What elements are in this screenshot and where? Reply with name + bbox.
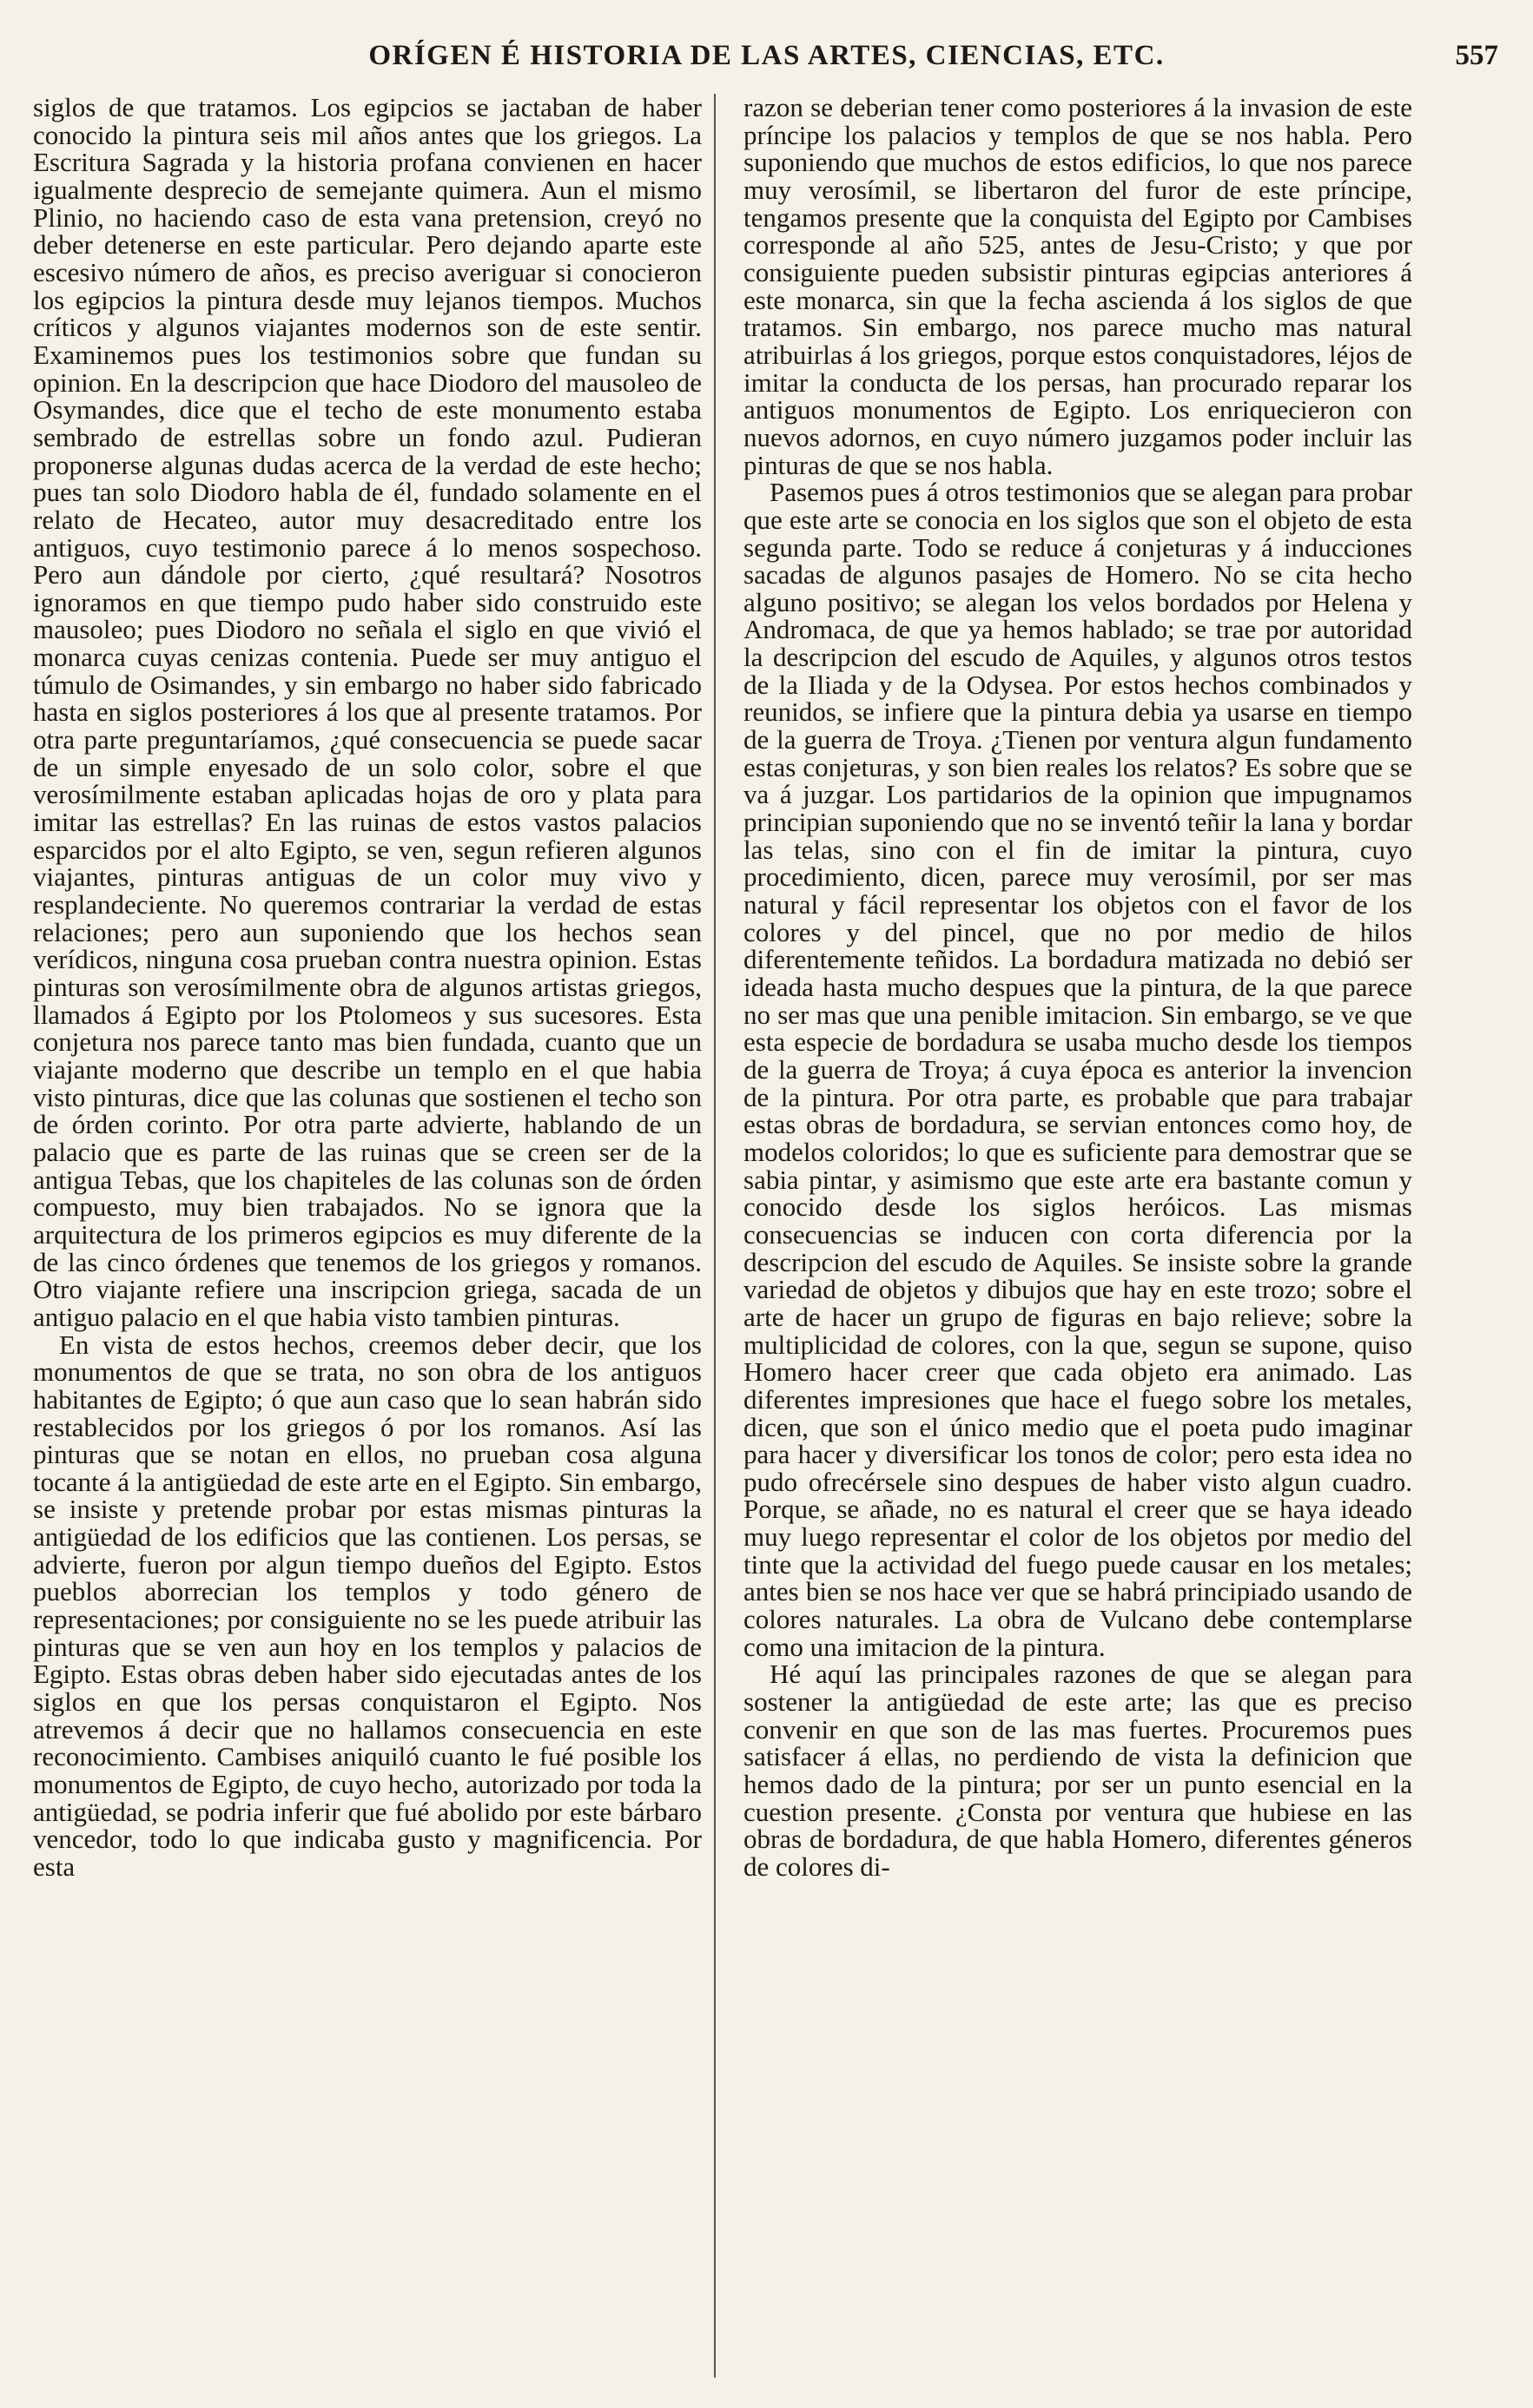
page-header [35,40,1498,92]
page-number: 557 [1455,40,1498,71]
column-divider [714,94,716,2378]
paragraph: En vista de estos hechos, creemos deber decir, que los monumentos de que se trata, no son obra de los antiguos habitantes de Egipto; ó que aun caso que lo sean habrán sido restablecidos por los griegos ó por los romanos. Así las pinturas que se notan en ellos, no prueban cosa alguna tocante á la antigüedad de este arte en el Egipto. Sin embargo, se insiste y pretende probar por estas mismas pinturas la antigüedad de los edificios que las contienen. Los persas, se advierte, fueron por algun tiempo dueños del Egipto. Estos pueblos aborrecian los templos y todo género de representaciones; por consiguiente no se les puede atribuir las pinturas que se ven aun hoy en los templos y palacios de Egipto. Estas obras deben haber sido ejecutadas antes de los siglos en que los persas conquistaron el Egipto. Nos atrevemos á decir que no hallamos consecuencia en este reconocimiento. Cambises aniquiló cuanto le fué posible los monumentos de Egipto, de cuyo hecho, autorizado por toda la antigüedad, se podria inferir que fué abolido por este bárbaro vencedor, todo lo que indicaba gusto y magnificencia. Por esta [33,1329,702,1882]
paragraph: siglos de que tratamos. Los egipcios se jactaban de haber conocido la pintura seis mil años antes que los griegos. La Escritura Sagrada y la historia profana convienen en hacer igualmente desprecio de semejante quimera. Aun el mismo Plinio, no haciendo caso de esta vana pretension, creyó no deber detenerse en este particular. Pero dejando aparte este escesivo número de años, es preciso averiguar si conocieron los egipcios la pintura desde muy lejanos tiempos. Muchos críticos y algunos viajantes modernos son de este sentir. Examinemos pues los testimonios sobre que fundan su opinion. En la descripcion que hace Diodoro del mausoleo de Osymandes, dice que el techo de este monumento estaba sembrado de estrellas sobre un fondo azul. Pudieran proponerse algunas dudas acerca de la verdad de este hecho; pues tan solo Diodoro habla de él, fundado solamente en el relato de Hecateo, autor muy desacreditado entre los antiguos, cuyo testimonio parece á lo menos sospechoso. Pero aun dándole por cierto, ¿qué resultará? Nosotros ignoramos en que tiempo pudo haber sido construido este mausoleo; pues Diodoro no señala el siglo en que vivió el monarca cuyas cenizas contenia. Puede ser muy antiguo el túmulo de Osimandes, y sin embargo no haber sido fabricado hasta en siglos posteriores á los que al presente tratamos. Por otra parte preguntaríamos, ¿qué consecuencia se puede sacar de un simple enyesado de un solo color, sobre el que verosímilmente estaban aplicadas hojas de oro y plata para imitar las estrellas? En las ruinas de estos vastos palacios esparcidos por el alto Egipto, se ven, segun refieren algunos viajantes, pinturas antiguas de un color muy vivo y resplandeciente. No queremos contrariar la verdad de estas relaciones; pero aun suponiendo que los hechos sean verídicos, ninguna cosa prueban contra nuestra opinion. Estas pinturas son verosímilmente obra de algunos artistas griegos, llamados á Egipto por los Ptolomeos y sus sucesores. Esta conjetura nos parece tanto mas bien fundada, cuanto que un viajante moderno que describe un templo en el que habia visto pinturas, dice que las colunas que sostienen el techo son de órden corinto. Por otra parte advierte, hablando de un palacio que es parte de las ruinas que se creen ser de la antigua Tebas, que los chapiteles de las colunas son de órden compuesto, muy bien trabajados. No se ignora que la arquitectura de los primeros egipcios es muy diferente de la de las cinco órdenes que tenemos de los griegos y romanos. Otro viajante refiere una inscripcion griega, sacada de un antiguo palacio en el que habia visto tambien pinturas. [33,94,702,1332]
left-column [33,94,702,2378]
paragraph: Pasemos pues á otros testimonios que se alegan para probar que este arte se conocia en los siglos que son el objeto de esta segunda parte. Todo se reduce á conjeturas y á inducciones sacadas de algunos pasajes de Homero. No se cita hecho alguno positivo; se alegan los velos bordados por Helena y Andromaca, de que ya hemos hablado; se trae por autoridad la descripcion del escudo de Aquiles, y algunos otros testos de la Iliada y de la Odysea. Por estos hechos combinados y reunidos, se infiere que la pintura debia ya usarse en tiempo de la guerra de Troya. ¿Tienen por ventura algun fundamento estas conjeturas, y son bien reales los relatos? Es sobre que se va á juzgar. Los partidarios de la opinion que impugnamos principian suponiendo que no se inventó teñir la lana y bordar las telas, sino con el fin de imitar la pintura, cuyo procedimiento, dicen, parece muy verosímil, por ser mas natural y fácil representar los objetos con el favor de los colores y del pincel, que no por medio de hilos diferentemente teñidos. La bordadura matizada no debió ser ideada hasta mucho despues que la pintura, de la que parece no ser mas que una penible imitacion. Sin embargo, se ve que esta especie de bordadura se usaba mucho desde los tiempos de la guerra de Troya; á cuya época es anterior la invencion de la pintura. Por otra parte, es probable que para trabajar estas obras de bordadura, se servian entonces como hoy, de modelos coloridos; lo que es suficiente para demostrar que se sabia pintar, y asimismo que este arte era bastante comun y conocido desde los siglos heróicos. Las mismas consecuencias se inducen con corta diferencia por la descripcion del escudo de Aquiles. Se insiste sobre la grande variedad de objetos y dibujos que hay en este trozo; sobre el arte de hacer un grupo de figuras en bajo relieve; sobre la multiplicidad de colores, con la que, segun se supone, quiso Homero hacer creer que cada objeto era animado. Las diferentes impresiones que hace el fuego sobre los metales, dicen, que son el único medio que el poeta pudo imaginar para hacer y diversificar los tonos de color; pero esta idea no pudo ofrecérsele sino despues de haber visto algun cuadro. Porque, se añade, no es natural el creer que se haya ideado muy luego representar el color de los objetos por medio del tinte que la actividad del fuego puede causar en los metales; antes bien se nos hace ver que se habrá principiado usando de colores naturales. La obra de Vulcano debe contemplarse como una imitacion de la pintura. [743,477,1412,1662]
paragraph: Hé aquí las principales razones de que se alegan para sostener la antigüedad de este arte; las que es preciso convenir en que son de las mas fuertes. Procuremos pues satisfacer á ellas, no perdiendo de vista la definicion que hemos dado de la pintura; por ser un punto esencial en la cuestion presente. ¿Consta por ventura que hubiese en las obras de bordadura, de que habla Homero, diferentes géneros de colores di- [743,1659,1412,1882]
paragraph: razon se deberian tener como posteriores á la invasion de este príncipe los palacios y templos de que se nos habla. Pero suponiendo que muchos de estos edificios, lo que nos parece muy verosímil, se libertaron del furor de este príncipe, tengamos presente que la conquista del Egipto por Cambises corresponde al año 525, antes de Jesu-Cristo; y que por consiguiente pueden subsistir pinturas egipcias anteriores á este monarca, sin que la fecha ascienda á los siglos de que tratamos. Sin embargo, nos parece mucho mas natural atribuirlas á los griegos, porque estos conquistadores, léjos de imitar la conducta de los persas, han procurado reparar los antiguos monumentos de Egipto. Los enriquecieron con nuevos adornos, en cuyo número juzgamos poder incluir las pinturas de que se nos habla. [743,94,1412,480]
right-column [743,94,1412,2378]
running-title: ORÍGEN É HISTORIA DE LAS ARTES, CIENCIAS, ETC. [368,40,1165,71]
